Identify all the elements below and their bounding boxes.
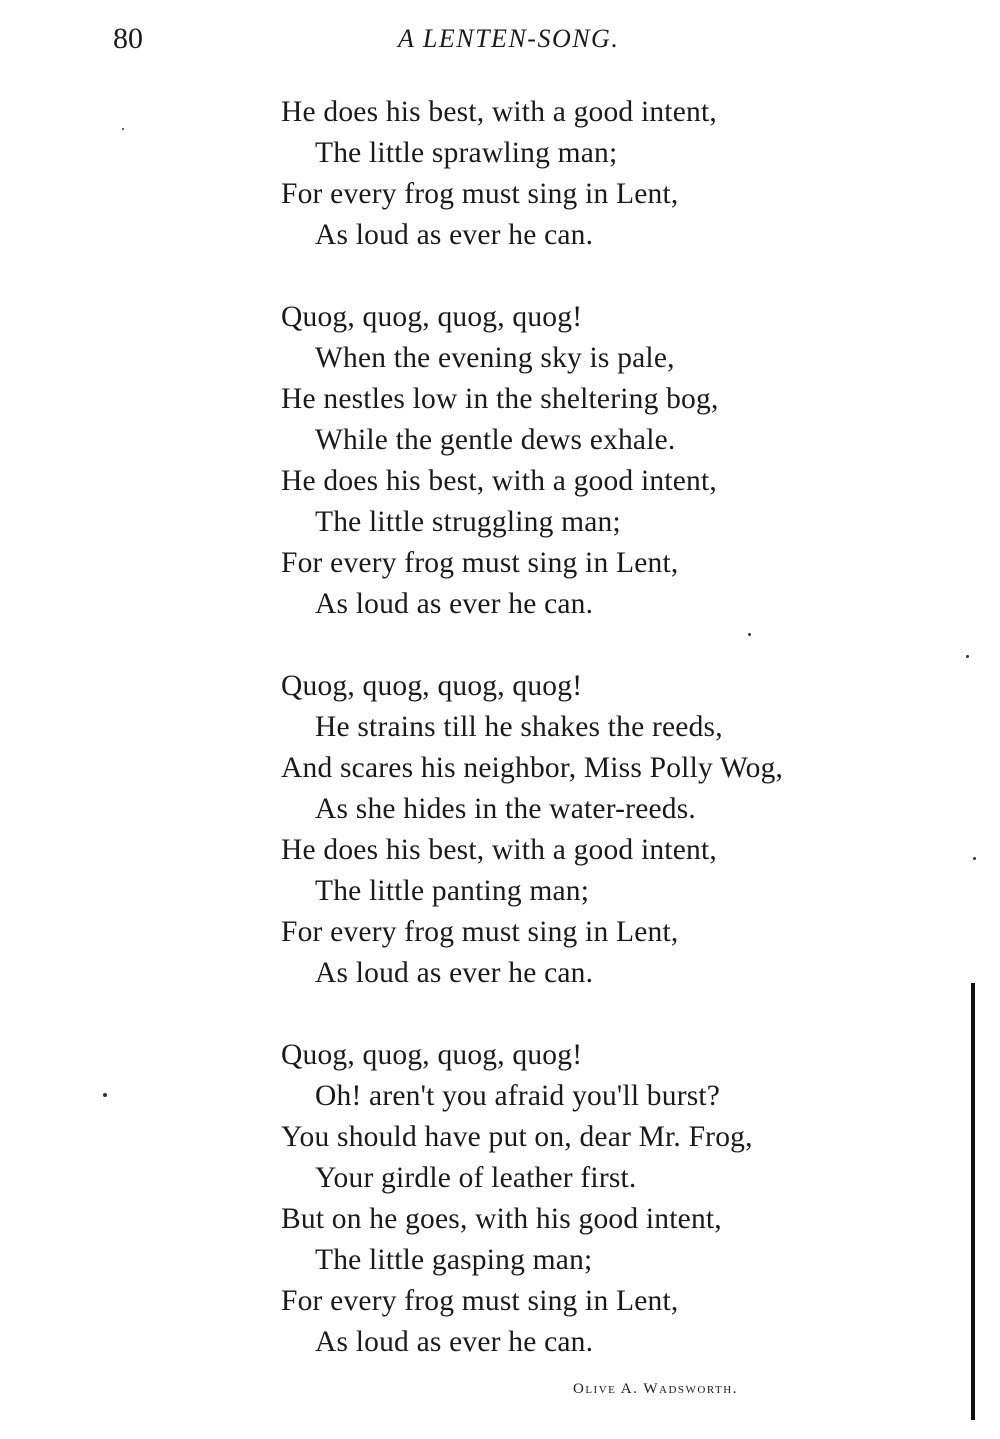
poem [281,92,921,1404]
poem-line: Oh! aren't you afraid you'll burst? [315,1080,721,1112]
poem-line: As loud as ever he can. [315,219,594,251]
poem-line: He nestles low in the sheltering bog, [281,383,719,415]
page-number: 80 [113,22,143,55]
signature: Olive A. Wadsworth. [573,1381,738,1397]
margin-rule [971,983,975,1420]
scan-speck [122,128,124,130]
stanza [281,666,921,994]
poem-line: Your girdle of leather first. [315,1162,637,1194]
scan-speck [966,655,969,658]
poem-line: The little sprawling man; [315,137,618,169]
scan-speck [103,1093,107,1097]
poem-line: As loud as ever he can. [315,957,594,989]
poem-line: As she hides in the water-reeds. [315,793,696,825]
poem-line: He strains till he shakes the reeds, [315,711,723,743]
poem-line: Quog, quog, quog, quog! [281,301,583,333]
poem-line: For every frog must sing in Lent, [281,547,679,579]
poem-line: Quog, quog, quog, quog! [281,1039,583,1071]
scan-speck [973,857,976,860]
running-title: A LENTEN-SONG. [398,24,620,53]
poem-line: But on he goes, with his good intent, [281,1203,722,1235]
poem-line: When the evening sky is pale, [315,342,675,374]
poem-line: The little gasping man; [315,1244,593,1276]
poem-line: And scares his neighbor, Miss Polly Wog, [281,752,784,784]
scan-speck [748,633,751,636]
poem-line: The little struggling man; [315,506,621,538]
poem-line: He does his best, with a good intent, [281,834,717,866]
stanza [281,92,921,256]
poem-line: For every frog must sing in Lent, [281,178,679,210]
poem-line: The little panting man; [315,875,590,907]
stanza [281,1035,921,1363]
poem-line: While the gentle dews exhale. [315,424,676,456]
poem-line: For every frog must sing in Lent, [281,916,679,948]
poem-line: As loud as ever he can. [315,588,594,620]
poem-line: He does his best, with a good intent, [281,465,717,497]
stanza [281,297,921,625]
poem-line: You should have put on, dear Mr. Frog, [281,1121,753,1153]
poem-line: Quog, quog, quog, quog! [281,670,583,702]
poem-line: As loud as ever he can. [315,1326,594,1358]
poem-line: For every frog must sing in Lent, [281,1285,679,1317]
poem-line: He does his best, with a good intent, [281,96,717,128]
